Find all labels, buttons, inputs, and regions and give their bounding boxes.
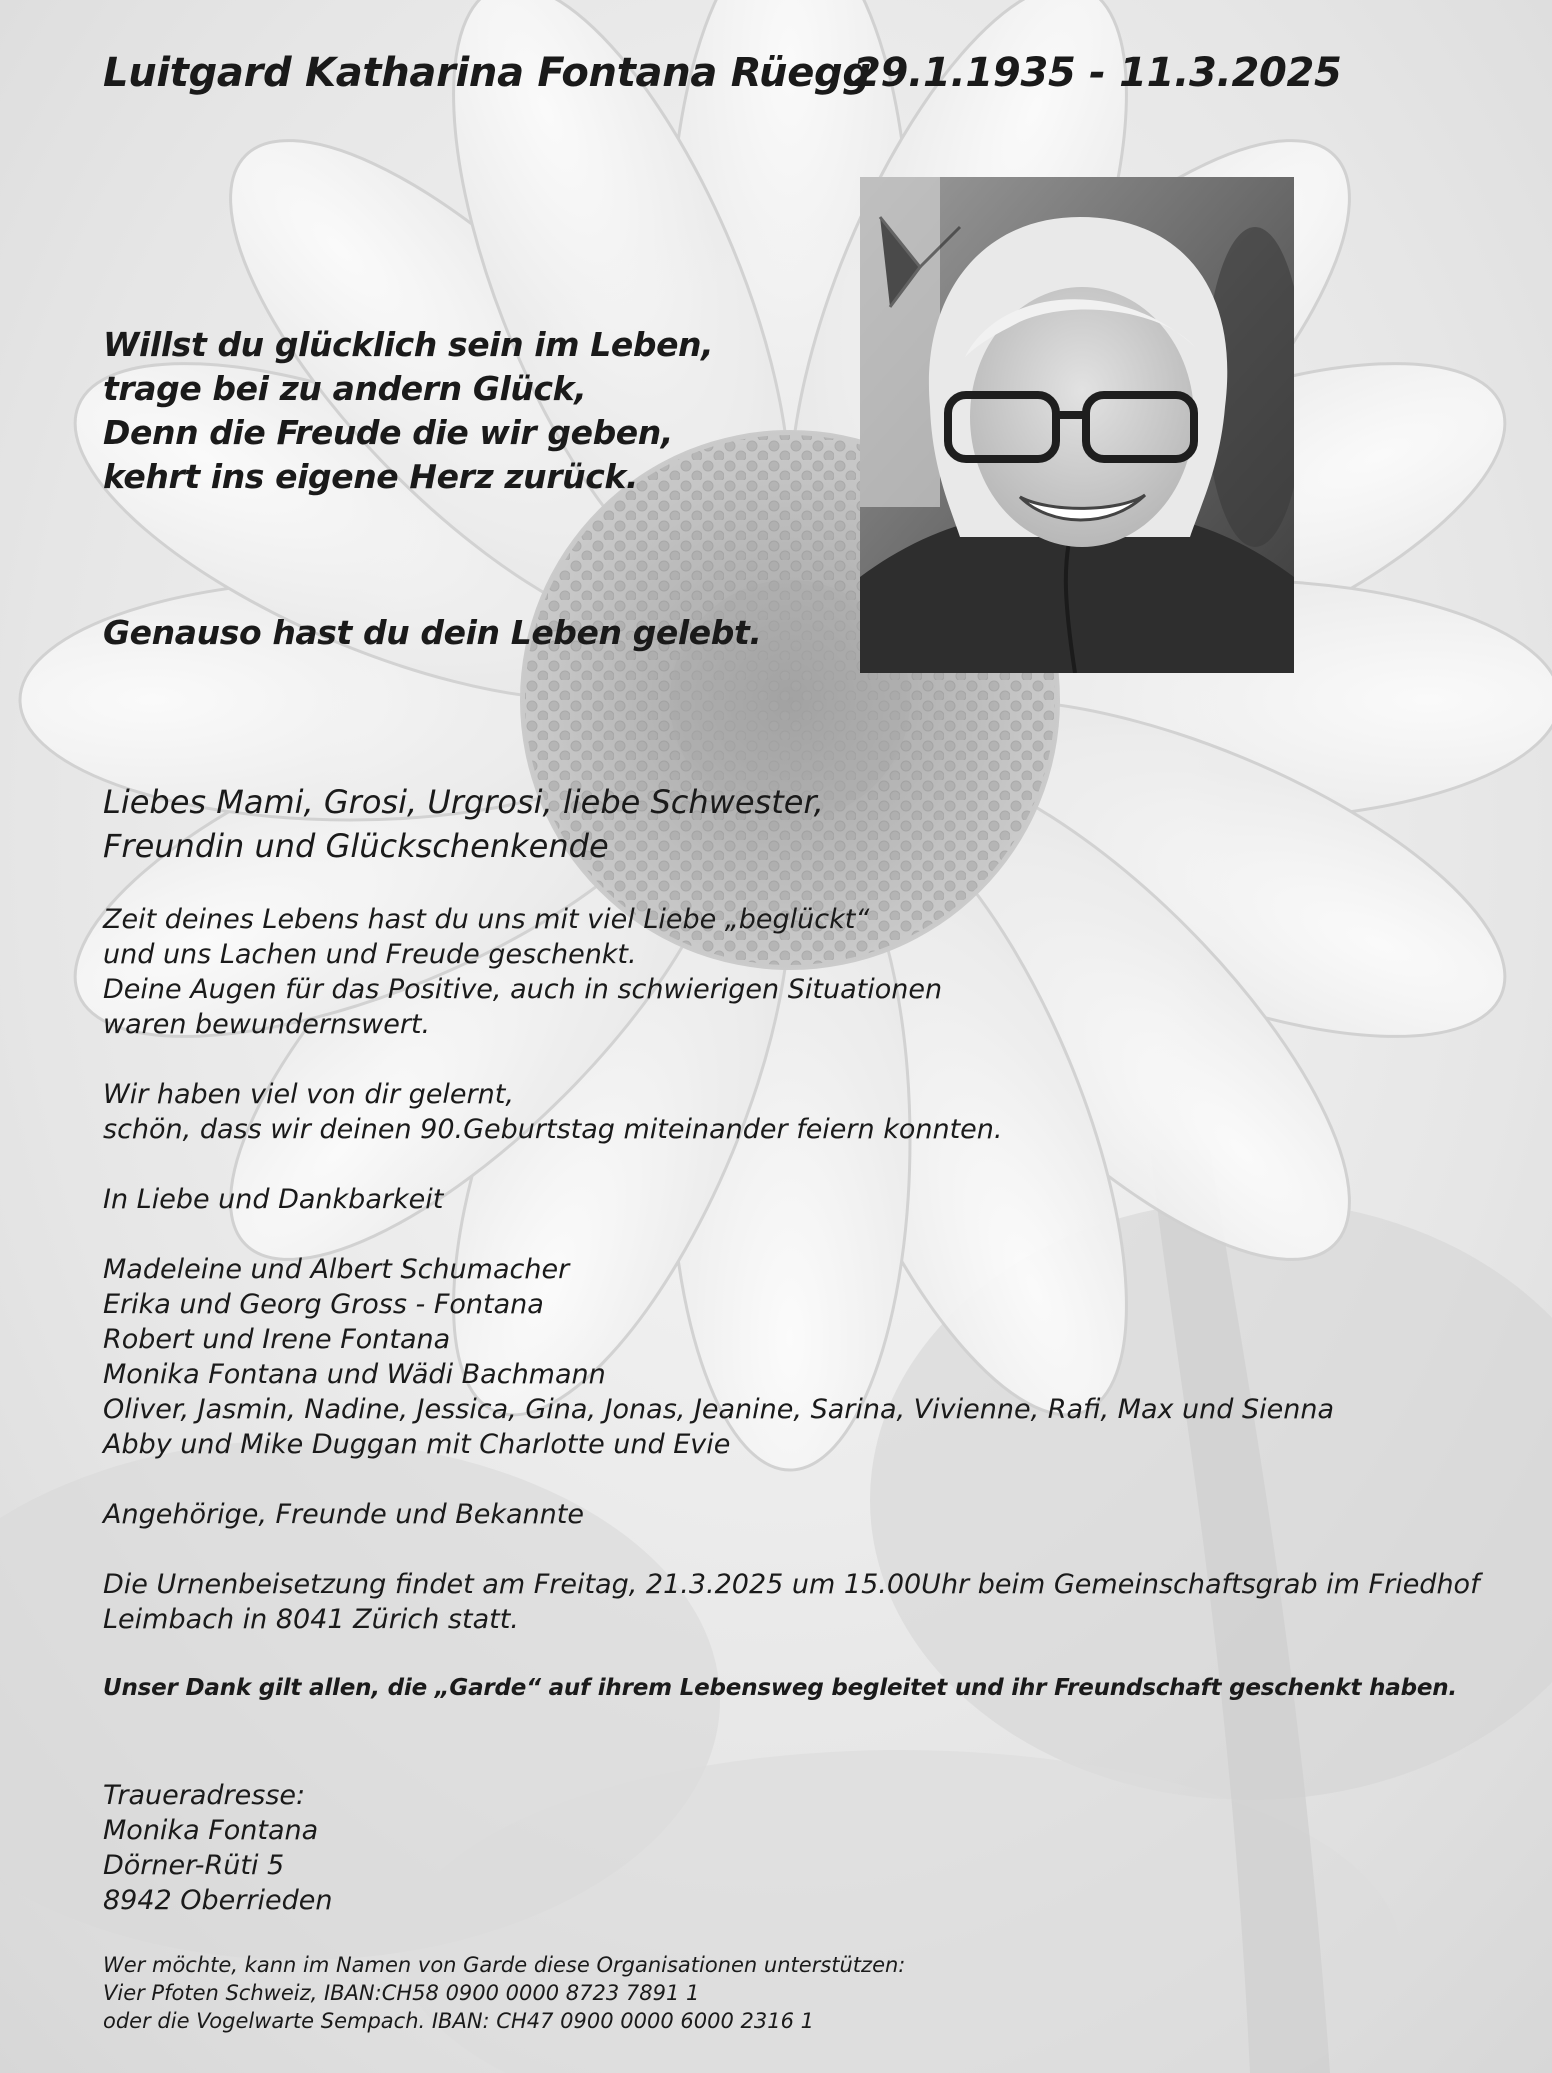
address-line: Dörner-Rüti 5 xyxy=(103,1850,285,1881)
text-line: schön, dass wir deinen 90.Geburtstag miteinander feiern konnten. xyxy=(103,1114,1003,1145)
text-line: Die Urnenbeisetzung findet am Freitag, 21.3.2025 um 15.00Uhr beim Gemeinschaftsgrab im Friedhof xyxy=(103,1569,1480,1600)
address-line: Monika Fontana xyxy=(103,1815,319,1846)
paragraph-learned xyxy=(103,1077,1003,1147)
salutation-line: Liebes Mami, Grosi, Urgrosi, liebe Schwester, xyxy=(103,783,824,821)
text-line: waren bewundernswert. xyxy=(103,1009,431,1040)
life-dates: 29.1.1935 - 11.3.2025 xyxy=(853,50,1342,96)
text-line: und uns Lachen und Freude geschenkt. xyxy=(103,939,637,970)
address-line: 8942 Oberrieden xyxy=(103,1885,333,1916)
mourner-line: Madeleine und Albert Schumacher xyxy=(103,1254,570,1285)
salutation-line: Freundin und Glückschenkende xyxy=(103,827,609,865)
poem-line: Denn die Freude die wir geben, xyxy=(103,413,674,452)
text-line: Leimbach in 8041 Zürich statt. xyxy=(103,1604,519,1635)
deceased-name: Luitgard Katharina Fontana Rüegg xyxy=(103,50,871,96)
poem xyxy=(103,323,713,499)
closing-line: In Liebe und Dankbarkeit xyxy=(103,1184,444,1215)
org-line: Wer möchte, kann im Namen von Garde diese Organisationen unterstützen: xyxy=(103,1953,906,1977)
donation-organisations xyxy=(103,1951,905,2035)
address-line: Traueradresse: xyxy=(103,1780,306,1811)
org-line: Vier Pfoten Schweiz, IBAN:CH58 0900 0000 8723 7891 1 xyxy=(103,1981,700,2005)
mourner-line: Erika und Georg Gross - Fontana xyxy=(103,1289,544,1320)
motto: Genauso hast du dein Leben gelebt. xyxy=(103,613,762,652)
poem-line: kehrt ins eigene Herz zurück. xyxy=(103,457,639,496)
poem-line: Willst du glücklich sein im Leben, xyxy=(103,325,714,364)
mourner-line: Abby und Mike Duggan mit Charlotte und Evie xyxy=(103,1429,731,1460)
text-line: Zeit deines Lebens hast du uns mit viel Liebe „beglückt“ xyxy=(103,904,870,935)
org-line: oder die Vogelwarte Sempach. IBAN: CH47 0900 0000 6000 2316 1 xyxy=(103,2009,814,2033)
text-line: Deine Augen für das Positive, auch in schwierigen Situationen xyxy=(103,974,943,1005)
portrait-photo xyxy=(860,177,1294,673)
mourner-line: Monika Fontana und Wädi Bachmann xyxy=(103,1359,606,1390)
ceremony-info xyxy=(103,1567,1480,1637)
mourner-line: Oliver, Jasmin, Nadine, Jessica, Gina, Jonas, Jeanine, Sarina, Vivienne, Rafi, Max und Sienna xyxy=(103,1394,1335,1425)
poem-line: trage bei zu andern Glück, xyxy=(103,369,587,408)
text-line: Wir haben viel von dir gelernt, xyxy=(103,1079,514,1110)
relatives-line: Angehörige, Freunde und Bekannte xyxy=(103,1499,584,1530)
mourners-list xyxy=(103,1252,1334,1462)
mourning-address xyxy=(103,1778,332,1918)
thanks-line: Unser Dank gilt allen, die „Garde“ auf ihrem Lebensweg begleitet und ihr Freundschaft geschenkt haben. xyxy=(103,1675,1457,1701)
paragraph-memories xyxy=(103,902,942,1042)
mourner-line: Robert und Irene Fontana xyxy=(103,1324,451,1355)
salutation xyxy=(103,780,824,868)
